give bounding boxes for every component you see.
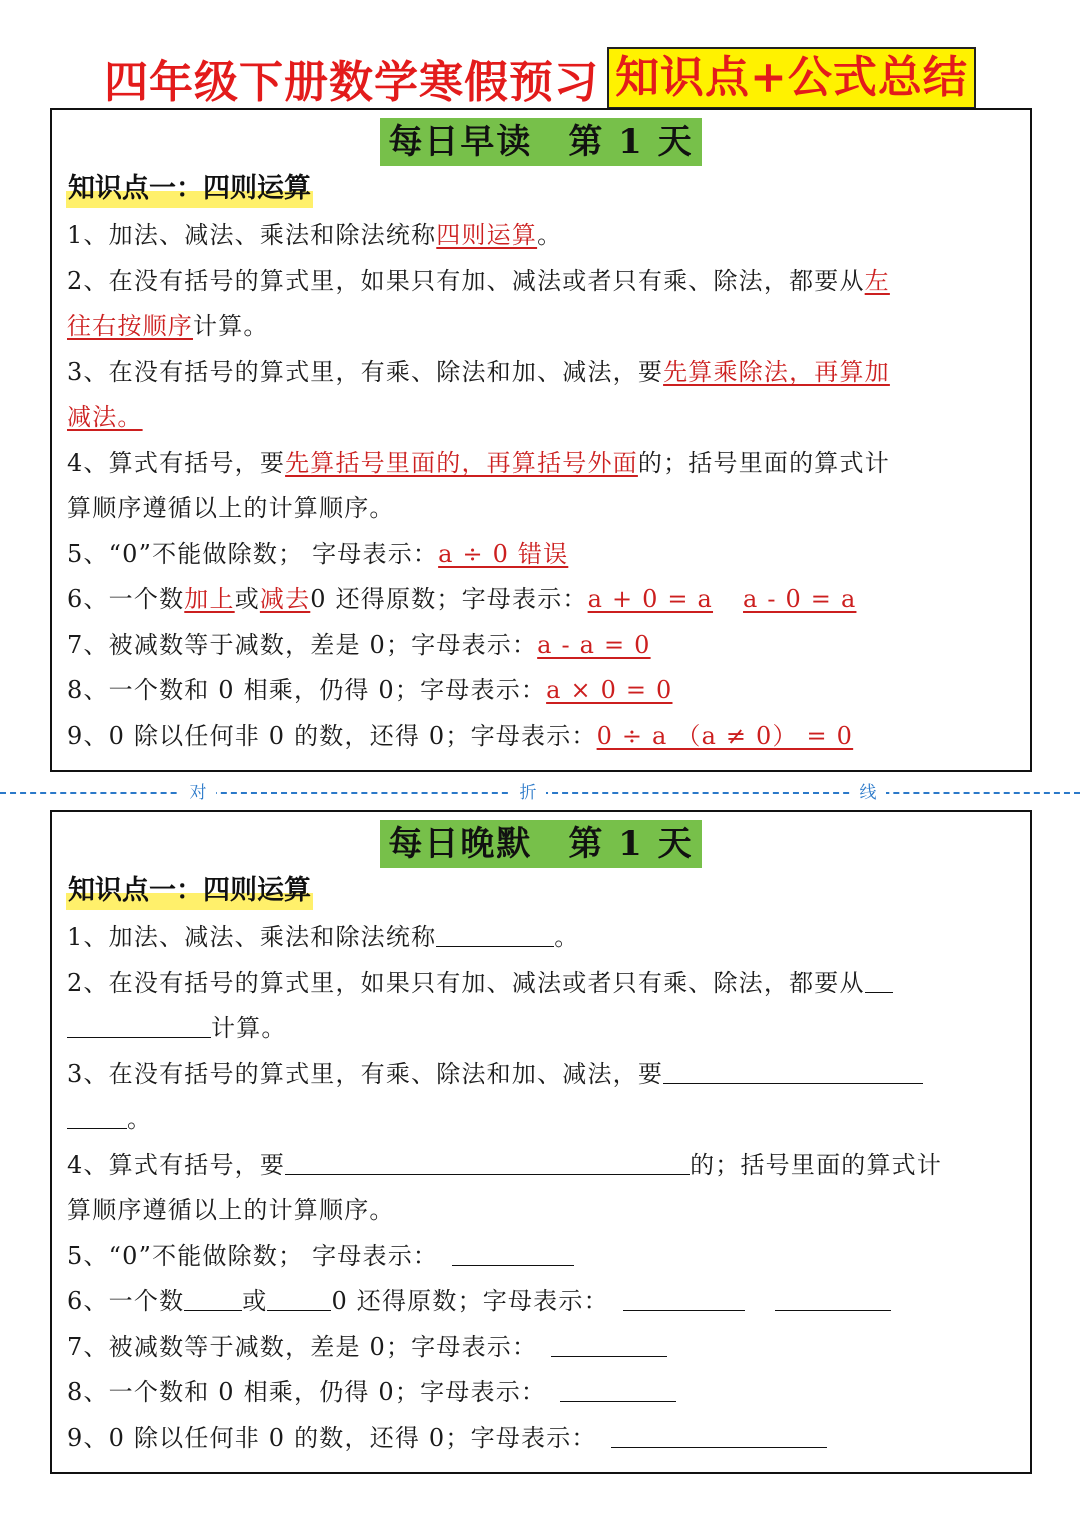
answer-blank[interactable]: [611, 1417, 827, 1448]
answer-blank[interactable]: [551, 1326, 667, 1357]
point-8: 8、一个数和 0 相乘，仍得 0；字母表示：a × 0 = 0: [67, 676, 673, 704]
point-4-line-1: 4、算式有括号，要先算括号里面的，再算括号外面的；括号里面的算式计: [67, 448, 890, 477]
point-5: 5、“0”不能做除数； 字母表示：: [67, 1234, 1012, 1280]
answer: 先算括号里面的，再算括号外面: [285, 448, 638, 477]
morning-points: [67, 213, 1012, 759]
answer-blank[interactable]: [67, 1098, 127, 1129]
point-1: 1、加法、减法、乘法和除法统称四则运算。: [67, 221, 563, 249]
point-2-line-1: 2、在没有括号的算式里，如果只有加、减法或者只有乘、除法，都要从左: [67, 266, 890, 295]
answer: a - 0 = a: [743, 585, 857, 613]
answer: a + 0 = a: [587, 585, 714, 613]
point-7: 7、被减数等于减数，差是 0；字母表示：: [67, 1325, 1012, 1371]
morning-reading-card: [50, 108, 1032, 772]
point-1: 1、加法、减法、乘法和除法统称 。: [67, 915, 1012, 961]
point-3-line-2: 。: [67, 1097, 1012, 1143]
answer: 先算乘除法，再算加: [663, 357, 890, 386]
evening-heading: [52, 820, 1030, 868]
point-2-line-2: 计算。: [67, 1006, 1012, 1052]
point-5: 5、“0”不能做除数； 字母表示：a ÷ 0 错误: [67, 539, 569, 568]
answer: 0 ÷ a （a ≠ 0） = 0: [596, 721, 854, 750]
answer: 往右按顺序: [67, 312, 193, 340]
fold-label: 线: [850, 780, 886, 806]
evening-section-title: 知识点一：四则运算: [66, 872, 313, 910]
point-7: 7、被减数等于减数，差是 0；字母表示：a - a = 0: [67, 630, 651, 659]
page-title: [0, 46, 1080, 110]
answer-blank[interactable]: [285, 1144, 690, 1175]
answer-blank[interactable]: [267, 1280, 331, 1311]
answer-blank[interactable]: [663, 1053, 923, 1084]
answer-blank[interactable]: [865, 962, 893, 993]
point-6: 6、一个数加上或减去0 还得原数；字母表示：a + 0 = a a - 0 = a: [67, 585, 857, 613]
answer-blank[interactable]: [775, 1280, 891, 1311]
point-2-line-1: 2、在没有括号的算式里，如果只有加、减法或者只有乘、除法，都要从: [67, 961, 1012, 1007]
answer-blank[interactable]: [452, 1235, 574, 1266]
point-2-line-2: 往右按顺序计算。: [67, 312, 269, 340]
answer: 加上: [184, 585, 235, 613]
fold-label: 对: [180, 780, 216, 806]
point-4-line-2: 算顺序遵循以上的计算顺序。: [67, 494, 395, 522]
point-4-line-2: 算顺序遵循以上的计算顺序。: [67, 1196, 395, 1224]
point-4-line-1: 4、算式有括号，要 的；括号里面的算式计: [67, 1143, 1012, 1189]
point-3-line-1: 3、在没有括号的算式里，有乘、除法和加、减法，要先算乘除法，再算加: [67, 357, 890, 386]
fold-label: 折: [510, 780, 546, 806]
evening-points: [67, 915, 1012, 1461]
answer-blank[interactable]: [560, 1371, 676, 1402]
morning-section-title: 知识点一：四则运算: [66, 170, 313, 208]
answer-blank[interactable]: [184, 1280, 242, 1311]
answer-blank[interactable]: [623, 1280, 745, 1311]
answer: a × 0 = 0: [546, 676, 673, 704]
answer-blank[interactable]: [67, 1007, 211, 1038]
answer-blank[interactable]: [436, 916, 554, 947]
point-8: 8、一个数和 0 相乘，仍得 0；字母表示：: [67, 1370, 1012, 1416]
point-3-line-2: [67, 395, 1012, 441]
evening-heading-label: 每日晚默 第 1 天: [380, 820, 701, 868]
answer: 左: [864, 266, 890, 295]
point-9: 9、0 除以任何非 0 的数，还得 0；字母表示：0 ÷ a （a ≠ 0） = 0: [67, 721, 854, 750]
fold-line: [0, 780, 1080, 806]
answer: 减法。: [67, 403, 143, 431]
evening-dictation-card: [50, 810, 1032, 1474]
morning-heading-label: 每日早读 第 1 天: [380, 118, 701, 166]
answer: 四则运算: [436, 221, 538, 249]
point-9: 9、0 除以任何非 0 的数，还得 0；字母表示：: [67, 1416, 1012, 1462]
point-6: 6、一个数 或 0 还得原数；字母表示：: [67, 1279, 1012, 1325]
morning-heading: [52, 118, 1030, 166]
answer: a - a = 0: [537, 630, 651, 659]
answer: a ÷ 0 错误: [438, 539, 569, 568]
answer: 减去: [259, 585, 311, 613]
point-3-line-1: 3、在没有括号的算式里，有乘、除法和加、减法，要: [67, 1052, 1012, 1098]
title-highlight: 知识点+公式总结: [607, 47, 976, 109]
title-main: 四年级下册数学寒假预习: [104, 57, 600, 108]
